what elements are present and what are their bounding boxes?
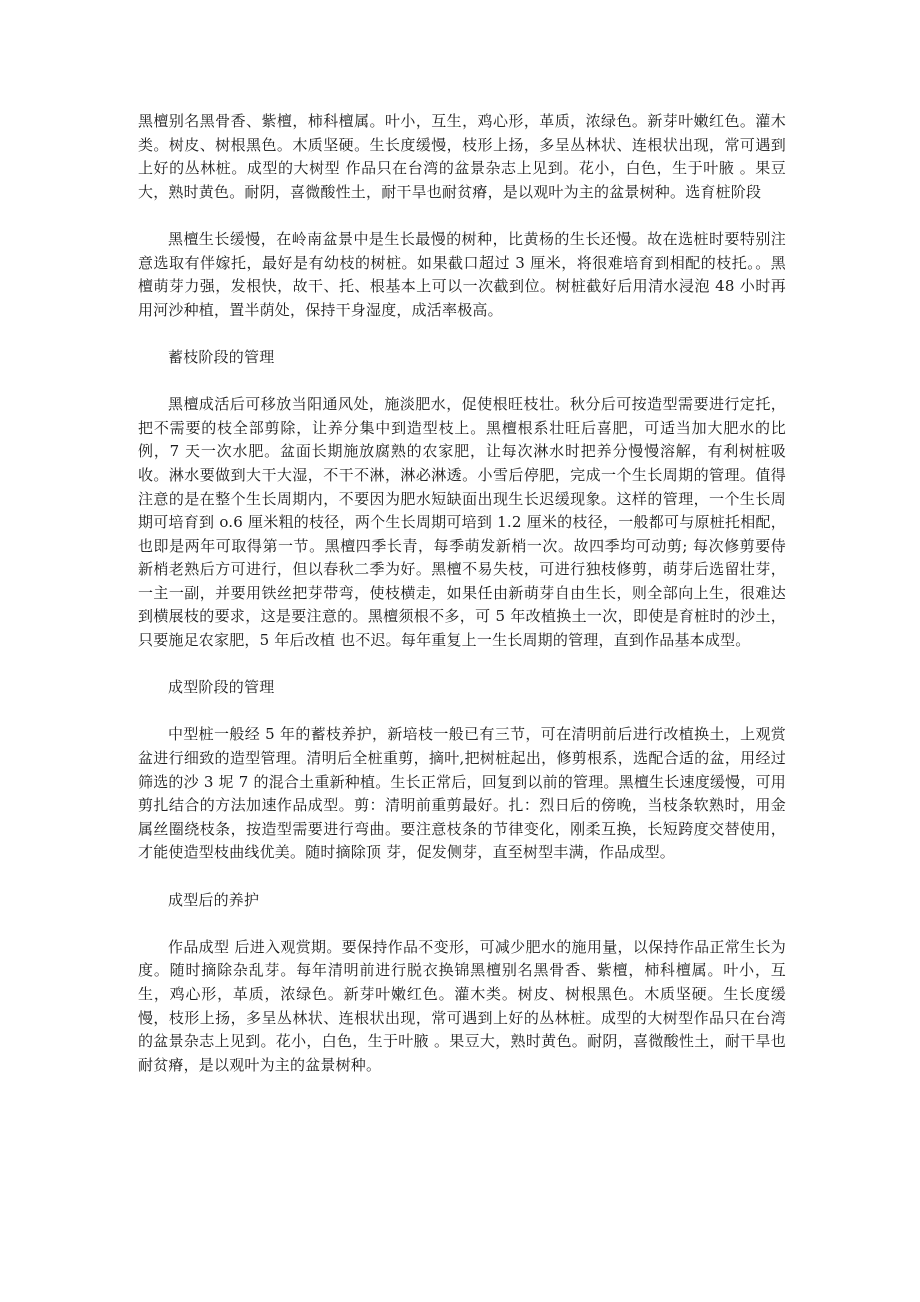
body-paragraph: 黑檀成活后可移放当阳通风处，施淡肥水，促使根旺枝壮。秋分后可按造型需要进行定托，把不需要的枝全部剪除，让养分集中到造型枝上。黑檀根系壮旺后喜肥，可适当加大肥水的比例，7 天一次水肥。盆面长期施放腐熟的农家肥，让每次淋水时把养分慢慢溶解，有利树桩吸收。淋水要做到大干大湿，不干不淋，淋必淋透。小雪后停肥，完成一个生长周期的管理。值得注意的是在整个生长周期内，不要因为肥水短缺面出现生长迟缓现象。这样的管理，一个生长周期可培育到 o.6 厘米粗的枝径，两个生长周期可培到 1.2 厘米的枝径，一般都可与原桩托相配，也即是两年可取得第一节。黑檀四季长青，每季萌发新梢一次。故四季均可动剪; 每次修剪要侍新梢老熟后方可进行，但以春秋二季为好。黑檀不易失枝，可进行独枝修剪，萌芽后选留壮芽，一主一副，并要用铁丝把芽带弯，使枝横走，如果任由新萌芽自由生长，则全部向上生，很难达到横展枝的要求，这是要注意的。黑檀须根不多，可 5 年改植换土一次，即使是育桩时的沙土，只要施足农家肥，5 年后改植 也不迟。每年重复上一生长周期的管理，直到作品基本成型。 <box>138 395 786 650</box>
body-paragraph: 黑檀生长缓慢，在岭南盆景中是生长最慢的树种，比黄杨的生长还慢。故在选桩时要特别注意选取有伴嫁托，最好是有幼枝的树桩。如果截口超过 3 厘米，将很难培育到相配的枝托。。黑檀萌芽力强，发根快，故干、托、根基本上可以一次截到位。树桩截好后用清水浸泡 48 小时再用河沙种植，置半荫处，保持干身湿度，成活率极高。 <box>138 229 786 319</box>
section-heading: 成型后的养护 <box>168 890 260 909</box>
section-heading: 蓄枝阶段的管理 <box>168 347 275 366</box>
intro-paragraph: 黑檀别名黑骨香、紫檀，柿科檀属。叶小，互生，鸡心形，革质，浓绿色。新芽叶嫩红色。灌木类。树皮、树根黑色。木质坚硬。生长度缓慢，枝形上扬，多呈丛林状、连根状出现，常可遇到上好的丛林桩。成型的大树型 作品只在台湾的盆景杂志上见到。花小，白色，生于叶腋 。果豆大，熟时黄色。耐阴，喜微酸性土，耐干旱也耐贫瘠，是以观叶为主的盆景树种。选育桩阶段 <box>138 112 786 201</box>
document-body <box>138 110 786 1077</box>
body-paragraph: 作品成型 后进入观赏期。要保持作品不变形，可减少肥水的施用量，以保持作品正常生长为度。随时摘除杂乱芽。每年清明前进行脱衣换锦黑檀别名黑骨香、紫檀，柿科檀属。叶小，互生，鸡心形，革质，浓绿色。新芽叶嫩红色。灌木类。树皮、树根黑色。木质坚硬。生长度缓慢，枝形上扬，多呈丛林状、连根状出现，常可遇到上好的丛林桩。成型的大树型作品只在台湾的盆景杂志上见到。花小，白色，生于叶腋 。果豆大，熟时黄色。耐阴，喜微酸性土，耐干旱也耐贫瘠，是以观叶为主的盆景树种。 <box>138 937 786 1074</box>
body-paragraph: 中型桩一般经 5 年的蓄枝养护，新培枝一般已有三节，可在清明前后进行改植换土，上观赏盆进行细致的造型管理。清明后全桩重剪，摘叶,把树桩起出，修剪根系，选配合适的盆，用经过筛选的沙 3 坭 7 的混合土重新种植。生长正常后，回复到以前的管理。黑檀生长速度缓慢，可用剪扎结合的方法加速作品成型。剪：清明前重剪最好。扎：烈日后的傍晚，当枝条软熟时，用金属丝圈绕枝条，按造型需要进行弯曲。要注意枝条的节律变化，刚柔互换，长短跨度交替使用，才能使造型枝曲线优美。随时摘除顶 芽，促发侧芽，直至树型丰满，作品成型。 <box>138 725 786 862</box>
section-heading: 成型阶段的管理 <box>168 678 275 697</box>
